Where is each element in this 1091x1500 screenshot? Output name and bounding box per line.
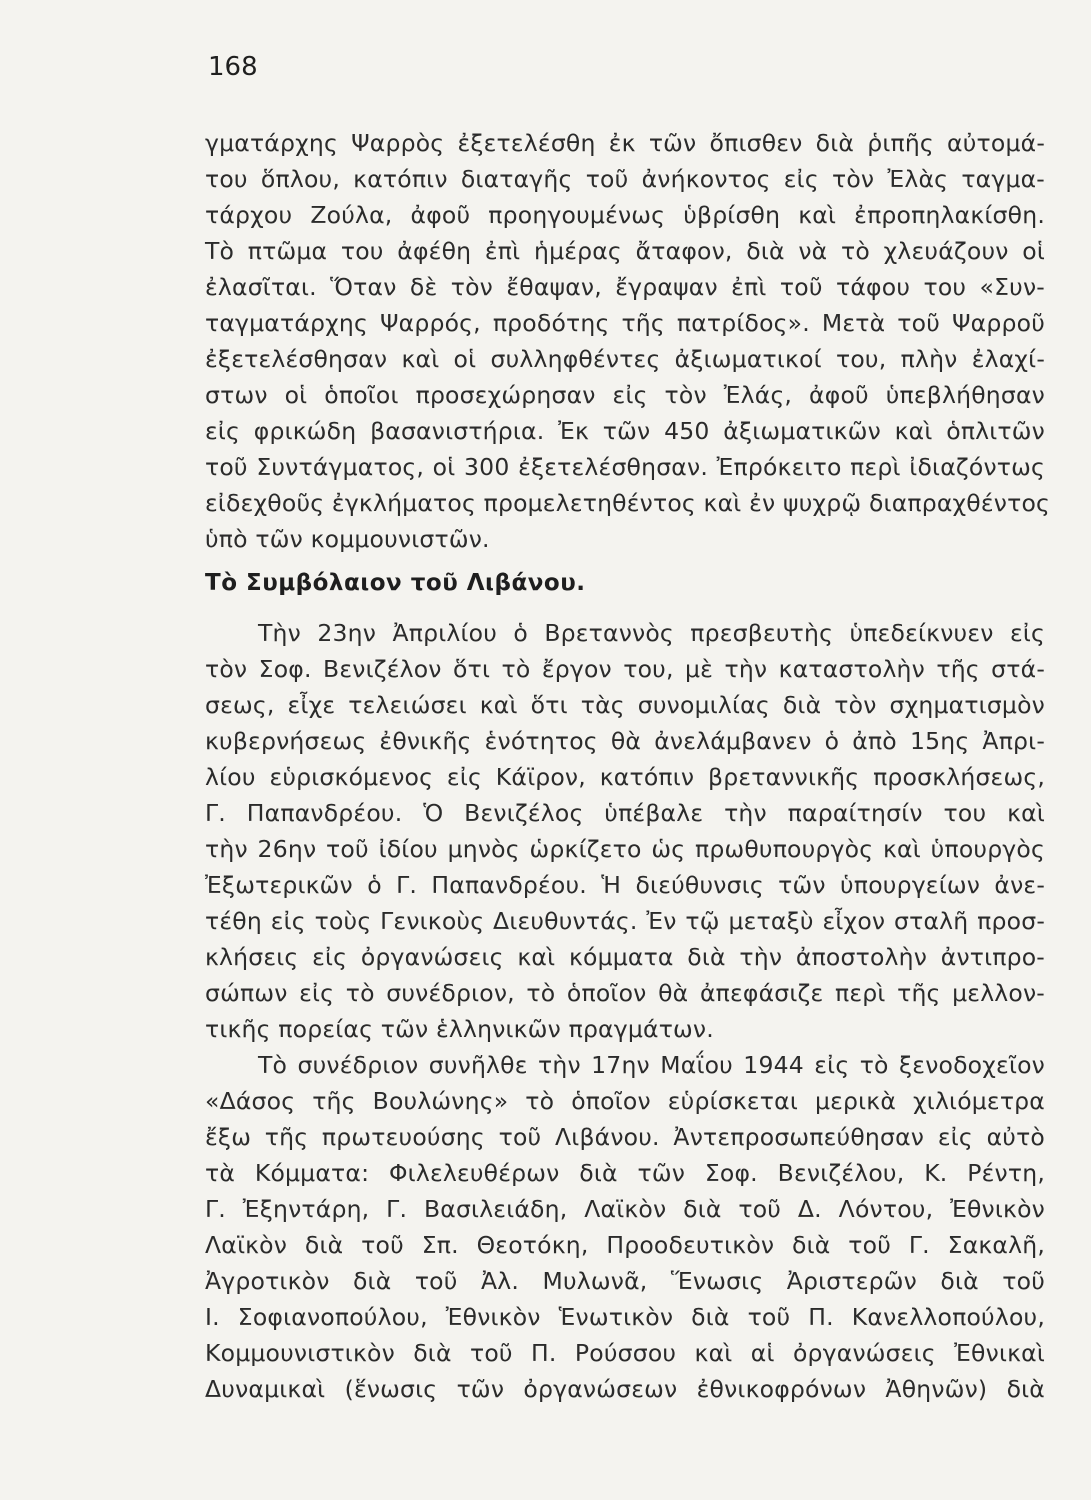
text-line: ταγματάρχης Ψαρρός, προδότης τῆς πατρίδος». Μετὰ τοῦ Ψαρροῦ [205,309,1045,337]
text-line: λίου εὑρισκόμενος εἰς Κάϊρον, κατόπιν βρεταννικῆς προσκλήσεως, [205,763,1045,791]
text-line: τοῦ Συντάγματος, οἱ 300 ἐξετελέσθησαν. Ἐπρόκειτο περὶ ἰδιαζόντως [205,453,1045,481]
text-line: Ἀγροτικὸν διὰ τοῦ Ἀλ. Μυλωνᾶ, Ἕνωσις Ἀριστερῶν διὰ τοῦ [205,1267,1045,1295]
text-line: Γ. Ἐξηντάρη, Γ. Βασιλειάδη, Λαϊκὸν διὰ τοῦ Δ. Λόντου, Ἐθνικὸν [205,1195,1045,1223]
text-line: κλήσεις εἰς ὀργανώσεις καὶ κόμματα διὰ τὴν ἀποστολὴν ἀντιπρο- [205,943,1045,971]
text-line: ἐλασῖται. Ὅταν δὲ τὸν ἔθαψαν, ἔγραψαν ἐπὶ τοῦ τάφου του «Συν- [205,273,1045,301]
text-line: Γ. Παπανδρέου. Ὁ Βενιζέλος ὑπέβαλε τὴν παραίτησίν του καὶ [205,799,1045,827]
text-line: εἰδεχθοῦς ἐγκλήματος προμελετηθέντος καὶ ἐν ψυχρῷ διαπραχθέντος [205,489,1051,517]
section-heading: Τὸ Συμβόλαιον τοῦ Λιβάνου. [205,570,586,596]
text-line: Τὸ συνέδριον συνῆλθε τὴν 17ην Μαΐου 1944 εἰς τὸ ξενοδοχεῖον [258,1051,1045,1079]
text-line: Δυναμικαὶ (ἕνωσις τῶν ὀργανώσεων ἐθνικοφρόνων Ἀθηνῶν) διὰ [205,1375,1045,1403]
text-line: τάρχου Ζούλα, ἀφοῦ προηγουμένως ὑβρίσθη καὶ ἐπροπηλακίσθη. [205,201,1045,229]
text-line: εἰς φρικώδη βασανιστήρια. Ἐκ τῶν 450 ἀξιωματικῶν καὶ ὁπλιτῶν [205,417,1045,445]
text-line: τικῆς πορείας τῶν ἑλληνικῶν πραγμάτων. [205,1015,714,1043]
text-line: «Δάσος τῆς Βουλώνης» τὸ ὁποῖον εὑρίσκεται μερικὰ χιλιόμετρα [205,1087,1045,1115]
text-line: Ἐξωτερικῶν ὁ Γ. Παπανδρέου. Ἡ διεύθυνσις τῶν ὑπουργείων ἀνε- [205,871,1045,899]
text-line: Τὴν 23ην Ἀπριλίου ὁ Βρεταννὸς πρεσβευτὴς ὑπεδείκνυεν εἰς [258,619,1045,647]
text-line: ἐξετελέσθησαν καὶ οἱ συλληφθέντες ἀξιωματικοί του, πλὴν ἐλαχί- [205,345,1045,373]
text-line: στων οἱ ὁποῖοι προσεχώρησαν εἰς τὸν Ἐλάς, ἀφοῦ ὑπεβλήθησαν [205,381,1045,409]
text-line: ἔξω τῆς πρωτευούσης τοῦ Λιβάνου. Ἀντεπροσωπεύθησαν εἰς αὐτὸ [205,1123,1045,1151]
text-line: κυβερνήσεως ἐθνικῆς ἑνότητος θὰ ἀνελάμβανεν ὁ ἀπὸ 15ης Ἀπρι- [205,727,1045,755]
text-line: γματάρχης Ψαρρὸς ἐξετελέσθη ἐκ τῶν ὄπισθεν διὰ ῥιπῆς αὐτομά- [205,129,1045,157]
text-line: τὴν 26ην τοῦ ἰδίου μηνὸς ὡρκίζετο ὡς πρωθυπουργὸς καὶ ὑπουργὸς [205,835,1045,863]
text-line: τέθη εἰς τοὺς Γενικοὺς Διευθυντάς. Ἐν τῷ μεταξὺ εἶχον σταλῆ προσ- [205,907,1045,935]
text-line: σώπων εἰς τὸ συνέδριον, τὸ ὁποῖον θὰ ἀπεφάσιζε περὶ τῆς μελλον- [205,979,1045,1007]
text-line: σεως, εἶχε τελειώσει καὶ ὅτι τὰς συνομιλίας διὰ τὸν σχηματισμὸν [205,691,1045,719]
text-line: τὰ Κόμματα: Φιλελευθέρων διὰ τῶν Σοφ. Βενιζέλου, Κ. Ρέντη, [205,1159,1045,1187]
text-line: Κομμουνιστικὸν διὰ τοῦ Π. Ρούσσου καὶ αἱ ὀργανώσεις Ἐθνικαὶ [205,1339,1045,1367]
text-line: τὸν Σοφ. Βενιζέλον ὅτι τὸ ἔργον του, μὲ τὴν καταστολὴν τῆς στά- [205,655,1045,683]
text-line: του ὅπλου, κατόπιν διαταγῆς τοῦ ἀνήκοντος εἰς τὸν Ἐλὰς ταγμα- [205,165,1045,193]
text-line: ὑπὸ τῶν κομμουνιστῶν. [205,525,490,553]
text-line: Ι. Σοφιανοπούλου, Ἐθνικὸν Ἑνωτικὸν διὰ τοῦ Π. Κανελλοπούλου, [205,1303,1045,1331]
page-number: 168 [208,52,258,82]
text-line: Λαϊκὸν διὰ τοῦ Σπ. Θεοτόκη, Προοδευτικὸν διὰ τοῦ Γ. Σακαλῆ, [205,1231,1045,1259]
text-line: Τὸ πτῶμα του ἀφέθη ἐπὶ ἡμέρας ἄταφον, διὰ νὰ τὸ χλευάζουν οἱ [205,237,1045,265]
